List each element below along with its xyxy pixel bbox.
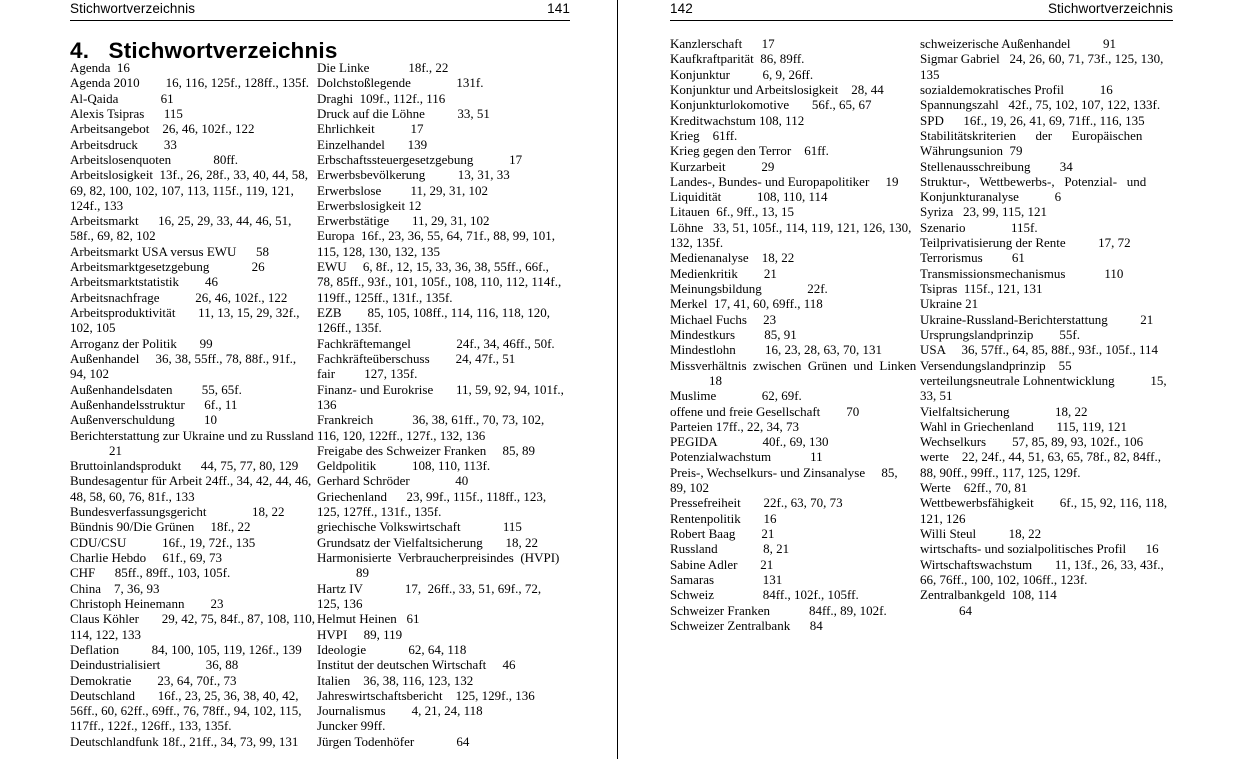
index-entry-line: 121, 126 — [920, 510, 966, 526]
index-entry-line: Rentenpolitik 16 — [670, 510, 777, 526]
index-entry-line: Journalismus 4, 21, 24, 118 — [317, 703, 483, 719]
index-entry-line: Harmonisierte Verbraucherpreisindes (HVPI) — [317, 550, 560, 565]
index-entry-line: Konjunktur 6, 9, 26ff. — [670, 66, 814, 82]
index-entry-line: Arbeitsmarkt 16, 25, 29, 33, 44, 46, 51, — [70, 213, 292, 229]
index-entry-line: Russland 8, 21 — [670, 541, 790, 557]
index-entry-line: 58f., 69, 82, 102 — [70, 228, 156, 244]
index-entry-line: fair 127, 135f. — [317, 366, 418, 382]
index-entry-line: Wahl in Griechenland 115, 119, 121 — [920, 418, 1128, 434]
index-entry-line: Potenzialwachstum 11 — [670, 449, 823, 465]
index-entry-line: Juncker 99ff. — [317, 718, 386, 734]
index-entry-line: Samaras 131 — [670, 571, 783, 587]
index-entry-line: 48, 58, 60, 76, 81f., 133 — [70, 488, 195, 504]
index-entry-line: Arbeitsangebot 26, 46, 102f., 122 — [70, 121, 255, 137]
index-entry-line: Struktur-, Wettbewerbs-, Potenzial- und — [920, 173, 1147, 189]
index-entry-line: Stellenausschreibung 34 — [920, 158, 1073, 174]
index-entry-line: Robert Baag 21 — [670, 526, 775, 541]
index-entry-line: Fachkräftemangel 24f., 34, 46ff., 50f. — [317, 335, 555, 351]
index-entry-line: 124f., 133 — [70, 197, 124, 213]
index-entry-line: Institut der deutschen Wirtschaft 46 — [317, 657, 516, 673]
index-entry-line: Vielfaltsicherung 18, 22 — [920, 403, 1088, 419]
index-entry-line: 136 — [317, 396, 337, 412]
index-entry-line: Sabine Adler 21 — [670, 556, 774, 572]
page-right — [618, 0, 1235, 759]
index-entry-line: Syriza 23, 99, 115, 121 — [920, 204, 1047, 220]
index-entry-line: EZB 85, 105, 108ff., 114, 116, 118, 120, — [317, 305, 551, 320]
index-entry-line: PEGIDA 40f., 69, 130 — [670, 434, 829, 450]
index-entry-line: Die Linke 18f., 22 — [317, 60, 449, 75]
index-entry-line: Willi Steul 18, 22 — [920, 526, 1042, 541]
index-entry-line: Wechselkurs 57, 85, 89, 93, 102f., 106 — [920, 434, 1144, 450]
index-entry-line: USA 36, 57ff., 64, 85, 88f., 93f., 105f., 114 — [920, 342, 1158, 358]
header-rule-left — [70, 20, 570, 21]
index-entry-line: Helmut Heinen 61 — [317, 611, 420, 627]
index-entry-line: Spannungszahl 42f., 75, 102, 107, 122, 133f. — [920, 97, 1161, 113]
index-entry-line: Arbeitsmarkt USA versus EWU 58 — [70, 243, 269, 259]
index-entry-line: Außenhandelsdaten 55, 65f. — [70, 381, 242, 397]
index-entry-line: 125, 127ff., 131f., 135f. — [317, 504, 442, 520]
index-column-left-a — [70, 60, 317, 749]
index-entry-line: CHF 85ff., 89ff., 103, 105f. — [70, 565, 231, 581]
index-entry-line: Jürgen Todenhöfer 64 — [317, 733, 470, 749]
index-entry-line: Außenhandelsstruktur 6f., 11 — [70, 396, 238, 412]
running-head-right — [670, 0, 1173, 26]
index-entry-line: verteilungsneutrale Lohnentwicklung 15, — [920, 372, 1167, 388]
index-entry-line: 115, 128, 130, 132, 135 — [317, 243, 441, 259]
index-entry-line: 33, 51 — [920, 388, 953, 404]
index-entry-line: Fachkräfteüberschuss 24, 47f., 51 — [317, 350, 516, 366]
index-entry-line: Wettbewerbsfähigkeit 6f., 15, 92, 116, 118, — [920, 495, 1168, 511]
index-entry-line: Arbeitsnachfrage 26, 46, 102f., 122 — [70, 289, 288, 305]
index-entry-line: Arroganz der Politik 99 — [70, 335, 213, 351]
index-entry-line: Ukraine-Russland-Berichterstattung 21 — [920, 311, 1154, 327]
index-entry-line: Wirtschaftswachstum 11, 13f., 26, 33, 43f., — [920, 556, 1164, 572]
index-entry-line: Kanzlerschaft 17 — [670, 36, 775, 51]
index-entry-line: Ideologie 62, 64, 118 — [317, 641, 467, 657]
running-head-left — [70, 0, 570, 26]
index-entry-line: Agenda 16 — [70, 60, 130, 75]
index-entry-line: 114, 122, 133 — [70, 626, 142, 642]
index-entry-line: Al-Qaida 61 — [70, 90, 174, 106]
index-entry-line: wirtschafts- und sozialpolitisches Profil 16 — [920, 541, 1159, 557]
index-entry-line: Krieg 61ff. — [670, 127, 738, 143]
index-entry-line: 21 — [70, 442, 122, 458]
running-head-title: Stichwortverzeichnis — [1047, 1, 1173, 16]
index-entry-line: Bundesverfassungsgericht 18, 22 — [70, 504, 285, 520]
index-entry-line: 94, 102 — [70, 366, 109, 382]
index-entry-line: Teilprivatisierung der Rente 17, 72 — [920, 235, 1131, 251]
index-entry-line: Druck auf die Löhne 33, 51 — [317, 105, 490, 121]
index-entry-line: Preis-, Wechselkurs- und Zinsanalyse 85, — [670, 464, 898, 480]
index-entry-line: Einzelhandel 139 — [317, 136, 428, 152]
running-head-title: Stichwortverzeichnis — [70, 1, 196, 16]
index-entry-line: 88, 90ff., 99ff., 117, 125, 129f. — [920, 464, 1081, 480]
index-entry-line: Griechenland 23, 99f., 115f., 118ff., 123, — [317, 488, 547, 504]
index-entry-line: Ursprungslandprinzip 55f. — [920, 326, 1080, 342]
index-entry-line: Erwerbslosigkeit 12 — [317, 197, 422, 213]
index-column-left-b — [317, 60, 570, 749]
chapter-title: 4. Stichwortverzeichnis — [70, 38, 338, 63]
index-entry-line: offene und freie Gesellschaft 70 — [670, 403, 860, 419]
index-entry-line: Erbschaftssteuergesetzgebung 17 — [317, 151, 523, 167]
index-entry-line: Europa 16f., 23, 36, 55, 64, 71f., 88, 99, 101, — [317, 228, 555, 244]
index-entry-line: Arbeitslosenquoten 80ff. — [70, 151, 239, 167]
index-entry-line: 78, 85ff., 93f., 101, 105f., 108, 110, 112, 114f., — [317, 274, 562, 290]
index-entry-line: Deutschlandfunk 18f., 21ff., 34, 73, 99, 131 — [70, 733, 299, 749]
index-entry-line: Terrorismus 61 — [920, 250, 1025, 266]
index-entry-line: Arbeitsmarktgesetzgebung 26 — [70, 259, 265, 275]
index-entry-line: Pressefreiheit 22f., 63, 70, 73 — [670, 495, 843, 511]
index-entry-line: Bündnis 90/Die Grünen 18f., 22 — [70, 519, 251, 535]
index-entry-line: Gerhard Schröder 40 — [317, 473, 469, 489]
index-entry-line: 116, 120, 122ff., 127f., 132, 136 — [317, 427, 486, 443]
index-entry-line: Sigmar Gabriel 24, 26, 60, 71, 73f., 125, 130, — [920, 51, 1164, 67]
index-entry-line: 18 — [670, 372, 722, 388]
index-entry-line: 117ff., 122f., 126ff., 133, 135f. — [70, 718, 232, 734]
index-entry-line: Demokratie 23, 64, 70f., 73 — [70, 672, 237, 688]
index-entry-line: Arbeitsmarktstatistik 46 — [70, 274, 219, 290]
index-entry-line: 89, 102 — [670, 480, 709, 496]
index-entry-line: 56ff., 60, 62ff., 69ff., 76, 78ff., 94, 102, 115, — [70, 703, 302, 719]
index-entry-line: Deindustrialisiert 36, 88 — [70, 657, 239, 673]
index-entry-line: Medienanalyse 18, 22 — [670, 250, 795, 266]
index-entry-line: Schweizer Franken 84ff., 89, 102f. — [670, 602, 887, 618]
index-column-right-b — [920, 36, 1178, 633]
index-entry-line: Finanz- und Eurokrise 11, 59, 92, 94, 101f., — [317, 381, 564, 397]
index-entry-line: 119ff., 125ff., 131f., 135f. — [317, 289, 453, 305]
index-columns-right — [670, 36, 1178, 633]
index-entry-line: Grundsatz der Vielfaltsicherung 18, 22 — [317, 534, 539, 550]
index-entry-line: Liquidität 108, 110, 114 — [670, 189, 828, 205]
index-entry-line: Claus Köhler 29, 42, 75, 84f., 87, 108, 110, — [70, 611, 316, 627]
index-entry-line: 89 — [317, 565, 369, 581]
index-columns-left — [70, 60, 570, 749]
index-entry-line: Draghi 109f., 112f., 116 — [317, 90, 446, 106]
index-column-right-a — [670, 36, 920, 633]
index-entry-line: EWU 6, 8f., 12, 15, 33, 36, 38, 55ff., 66f., — [317, 259, 549, 275]
index-entry-line: Arbeitsdruck 33 — [70, 136, 177, 152]
index-entry-line: Krieg gegen den Terror 61ff. — [670, 143, 829, 159]
index-entry-line: Versendungslandprinzip 55 — [920, 357, 1072, 373]
index-entry-line: Parteien 17ff., 22, 34, 73 — [670, 418, 800, 434]
index-entry-line: Erwerbslose 11, 29, 31, 102 — [317, 182, 489, 198]
index-entry-line: Charlie Hebdo 61f., 69, 73 — [70, 550, 223, 565]
index-entry-line: Szenario 115f. — [920, 219, 1038, 235]
index-entry-line: Deflation 84, 100, 105, 119, 126f., 139 — [70, 641, 302, 657]
index-entry-line: Mindestlohn 16, 23, 28, 63, 70, 131 — [670, 342, 882, 358]
index-entry-line: Christoph Heinemann 23 — [70, 595, 224, 611]
index-entry-line: Konjunkturanalyse 6 — [920, 189, 1062, 205]
index-entry-line: Hartz IV 17, 26ff., 33, 51, 69f., 72, — [317, 580, 542, 596]
index-entry-line: sozialdemokratisches Profil 16 — [920, 81, 1113, 97]
index-entry-line: Meinungsbildung 22f. — [670, 281, 828, 296]
index-entry-line: Löhne 33, 51, 105f., 114, 119, 121, 126, 130, — [670, 219, 912, 235]
index-entry-line: Kreditwachstum 108, 112 — [670, 112, 805, 128]
index-entry-line: Geldpolitik 108, 110, 113f. — [317, 458, 491, 474]
index-entry-line: Medienkritik 21 — [670, 265, 777, 281]
index-entry-line: schweizerische Außenhandel 91 — [920, 36, 1117, 51]
index-entry-line: Erwerbsbevölkerung 13, 31, 33 — [317, 167, 510, 183]
index-entry-line: Frankreich 36, 38, 61ff., 70, 73, 102, — [317, 412, 545, 428]
index-entry-line: Ukraine 21 — [920, 296, 979, 312]
index-entry-line: Arbeitsproduktivität 11, 13, 15, 29, 32f., — [70, 305, 300, 320]
index-entry-line: Währungsunion 79 — [920, 143, 1023, 159]
index-entry-line: Litauen 6f., 9ff., 13, 15 — [670, 204, 794, 220]
index-entry-line: Erwerbstätige 11, 29, 31, 102 — [317, 213, 490, 229]
index-entry-line: Bruttoinlandsprodukt 44, 75, 77, 80, 129 — [70, 458, 299, 474]
running-head-page-number: 141 — [547, 1, 570, 16]
index-entry-line: China 7, 36, 93 — [70, 580, 160, 596]
running-head-page-number: 142 — [670, 1, 693, 16]
index-entry-line: Arbeitslosigkeit 13f., 26, 28f., 33, 40, 44, 58, — [70, 167, 308, 183]
index-entry-line: Kaufkraftparität 86, 89ff. — [670, 51, 805, 67]
index-entry-line: Alexis Tsipras 115 — [70, 105, 183, 121]
index-entry-line: 69, 82, 100, 102, 107, 113, 115f., 119, 121, — [70, 182, 294, 198]
index-entry-line: Außenverschuldung 10 — [70, 412, 217, 428]
index-entry-line: Berichterstattung zur Ukraine und zu Russland — [70, 427, 314, 443]
index-entry-line: Werte 62ff., 70, 81 — [920, 480, 1028, 496]
index-entry-line: HVPI 89, 119 — [317, 626, 403, 642]
index-entry-line: 125, 136 — [317, 595, 363, 611]
index-entry-line: CDU/CSU 16f., 19, 72f., 135 — [70, 534, 256, 550]
index-entry-line: Konjunkturlokomotive 56f., 65, 67 — [670, 97, 872, 113]
index-entry-line: Transmissionsmechanismus 110 — [920, 265, 1124, 281]
index-entry-line: Kurzarbeit 29 — [670, 158, 775, 174]
index-entry-line: Deutschland 16f., 23, 25, 36, 38, 40, 42, — [70, 687, 299, 703]
index-entry-line: Jahreswirtschaftsbericht 125, 129f., 136 — [317, 687, 535, 703]
index-entry-line: Agenda 2010 16, 116, 125f., 128ff., 135f. — [70, 75, 310, 91]
index-entry-line: Schweiz 84ff., 102f., 105ff. — [670, 587, 859, 603]
index-entry-line: Schweizer Zentralbank 84 — [670, 617, 823, 633]
index-entry-line: 102, 105 — [70, 320, 116, 336]
index-entry-line: 126ff., 135f. — [317, 320, 382, 336]
index-entry-line: Ehrlichkeit 17 — [317, 121, 424, 137]
header-rule-right — [670, 20, 1173, 21]
index-entry-line: Italien 36, 38, 116, 123, 132 — [317, 672, 474, 688]
index-entry-line: Mindestkurs 85, 91 — [670, 326, 797, 342]
index-entry-line: Zentralbankgeld 108, 114 — [920, 587, 1057, 603]
index-entry-line: Bundesagentur für Arbeit 24ff., 34, 42, 44, 46, — [70, 473, 312, 489]
index-entry-line: Michael Fuchs 23 — [670, 311, 777, 327]
index-entry-line: Tsipras 115f., 121, 131 — [920, 281, 1043, 296]
index-entry-line: Landes-, Bundes- und Europapolitiker 19 — [670, 173, 899, 189]
index-entry-line: Merkel 17, 41, 60, 69ff., 118 — [670, 296, 823, 312]
index-entry-line: Freigabe des Schweizer Franken 85, 89 — [317, 442, 536, 458]
index-entry-line: Außenhandel 36, 38, 55ff., 78, 88f., 91f., — [70, 350, 297, 366]
index-entry-line: Konjunktur und Arbeitslosigkeit 28, 44 — [670, 81, 884, 97]
index-entry-line: 132, 135f. — [670, 235, 724, 251]
index-entry-line: Stabilitätskriterien der Europäischen — [920, 127, 1143, 143]
index-entry-line: Dolchstoßlegende 131f. — [317, 75, 484, 91]
index-entry-line: SPD 16f., 19, 26, 41, 69, 71ff., 116, 135 — [920, 112, 1145, 128]
index-entry-line: Missverhältnis zwischen Grünen und Linken — [670, 357, 917, 373]
index-entry-line: griechische Volkswirtschaft 115 — [317, 519, 522, 535]
index-entry-line: werte 22, 24f., 44, 51, 63, 65, 78f., 82, 84ff., — [920, 449, 1161, 465]
index-entry-line: Muslime 62, 69f. — [670, 388, 802, 404]
index-entry-line: 66, 76ff., 100, 102, 106ff., 123f. — [920, 571, 1088, 587]
index-entry-line: 64 — [920, 602, 972, 618]
index-entry-line: 135 — [920, 66, 940, 82]
